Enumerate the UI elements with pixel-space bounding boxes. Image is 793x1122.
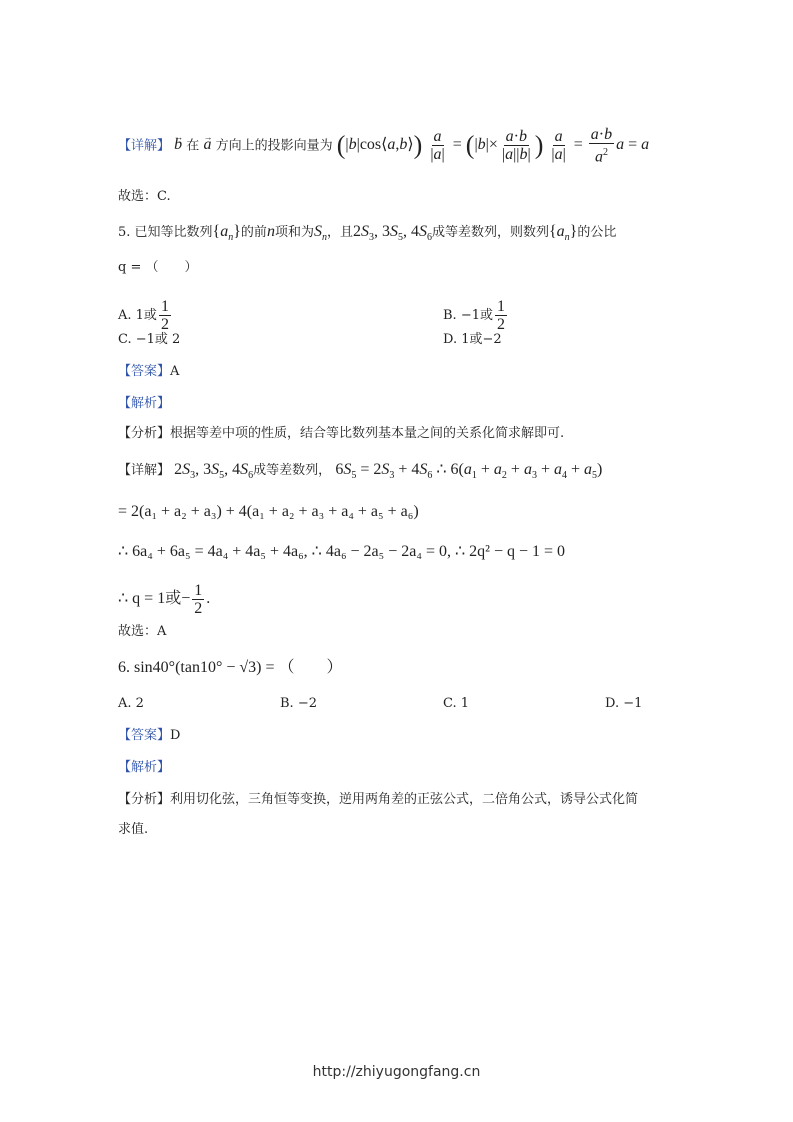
q6-fenxi-line1 [118, 790, 638, 810]
q5-fenxi [118, 424, 564, 444]
q4-text1: 在 [186, 138, 200, 154]
q6-answer-tag: 【答案】 [118, 728, 171, 743]
q6-fenxi-text: 利用切化弦，三角恒等变换，逆用两角差的正弦公式，二倍角公式，诱导公式化简 [170, 792, 639, 807]
q5-stem-part6: 的公比 [577, 225, 617, 240]
q6-option-a: A. 2 [118, 696, 144, 711]
q5-option-a: A. 1或 $\frac{1}{2}$ [118, 298, 169, 333]
q4-detail-line [118, 126, 649, 165]
q5-analysis-tag: 【解析】 [118, 396, 171, 411]
q6-option-b: B. −2 [280, 696, 317, 711]
q5-detail-mid: 成等差数列， [253, 463, 332, 478]
q5-stem-line2: q = （ ） [118, 260, 198, 275]
q5-fenxi-text: 根据等差中项的性质，结合等比数列基本量之间的关系化简求解即可. [170, 426, 565, 441]
q5-answer-value: A [170, 364, 180, 379]
q5-detail-line1: 【详解】 $2S_3$, $3S_5$, $4S_6$成等差数列， $6S_5 = 2S_3 + 4S_6$ ∴ $6(a_1 + a_2 + a_3 + a_4 + a_5)$ [118, 461, 603, 482]
vector-b: → b [174, 135, 182, 155]
q5-stem-line1: 5. 已知等比数列$\{a_n\}$的前n项和为$S_n$，且$2S_3$, $3S_5$, $4S_6$成等差数列，则数列$\{a_n\}$的公比 [118, 223, 617, 244]
q6-fenxi-tag: 【分析】 [118, 792, 171, 807]
q5-option-d: D. 1或−2 [443, 332, 502, 347]
q5-detail-line4: ∴ q = 1或− $\frac{1}{2}$ . [118, 582, 211, 617]
q5-answer [118, 362, 179, 382]
q5-stem-part3: 项和为 [274, 225, 314, 240]
vector-a: → a [203, 135, 211, 155]
q5-stem-part2: 的前 [240, 225, 267, 240]
q6-fenxi-line2: 求值. [118, 822, 149, 837]
q5-detail-tag: 【详解】 [118, 463, 171, 478]
footer-url[interactable]: http://zhiyugongfang.cn [312, 1064, 481, 1080]
q6-analysis-tag: 【解析】 [118, 760, 171, 775]
q4-conclusion: 故选：C. [118, 189, 171, 204]
q4-text2: 方向上的投影向量为 [215, 138, 333, 154]
q5-option-a-label: A. 1或 [118, 308, 157, 323]
q6-stem: 6. sin40°(tan10° − √3) = （ ） [118, 659, 343, 676]
projection-formula: (|b|cos⟨a,b⟩) $\frac{a}{|a|}$ = (|b|× $\frac{a\cdot b}{|a||b|}$ ) $\frac{a}{|a|}$ = $\frac{a\cdot b}{a^2}$ a = a [336, 126, 650, 166]
q5-conclusion: 故选：A [118, 624, 167, 639]
q5-answer-tag: 【答案】 [118, 364, 171, 379]
q5-fenxi-tag: 【分析】 [118, 426, 171, 441]
q6-option-d: D. −1 [605, 696, 643, 711]
q5-option-b: B. −1或 $\frac{1}{2}$ [443, 298, 505, 333]
q5-option-b-label: B. −1或 [443, 308, 493, 323]
q5-stem-part1: 5. 已知等比数列 [118, 225, 213, 240]
q5-detail-line3: ∴ 6a₄ + 6a₅ = 4a₄ + 4a₅ + 4a₆, ∴ 4a₆ − 2a₅ − 2a₄ = 0, ∴ 2q² − q − 1 = 0 [118, 543, 566, 560]
q6-option-c: C. 1 [443, 696, 470, 711]
q5-detail-line4-text: ∴ q = 1或− [118, 590, 191, 608]
detail-tag: 【详解】 [118, 138, 171, 154]
q6-answer-value: D [170, 728, 181, 743]
q5-option-c: C. −1或 2 [118, 332, 181, 347]
q5-stem-part4: ，且 [326, 225, 353, 240]
q6-answer [118, 726, 180, 746]
q5-stem-part5: 成等差数列，则数列 [431, 225, 549, 240]
q5-detail-line2: = 2(a₁ + a₂ + a₃) + 4(a₁ + a₂ + a₃ + a₄ + a₅ + a₆) [118, 503, 419, 520]
